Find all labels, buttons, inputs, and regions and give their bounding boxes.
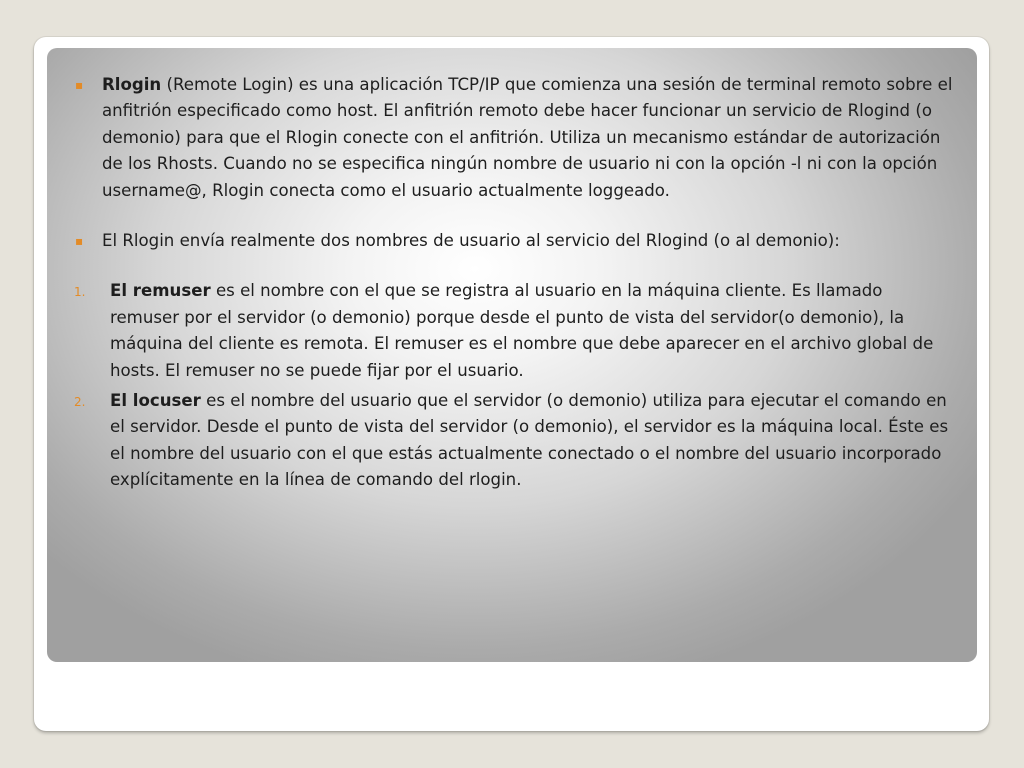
bullet-marker-icon: ▪ (75, 78, 84, 92)
bullet-item-usernames (74, 228, 954, 254)
number-marker-1: 1. (74, 285, 86, 300)
term-locuser: El locuser (110, 391, 201, 411)
slide-body-text (74, 72, 954, 494)
bullet-marker-icon: ▪ (75, 234, 84, 249)
bullet-text-usernames: El Rlogin envía realmente dos nombres de usuario al servicio del Rlogind (o al demonio): (102, 231, 840, 251)
number-marker-2: 2. (74, 395, 86, 410)
term-rlogin: Rlogin (102, 75, 162, 94)
numbered-text-locuser: es el nombre del usuario que el servidor (o demonio) utiliza para ejecutar el comando en el servidor. Desde el punto de vista del servidor (o demonio), el servidor es la máquina local. Éste es el nombre del usuario con el que estás actualmente conectado o el nombre del usuario incorporado explícitamente en la línea de comando del rlogin. (110, 391, 949, 490)
bullet-text-rlogin: (Remote Login) es una aplicación TCP/IP que comienza una sesión de terminal remoto sobre el anfitrión especificado como host. El anfitrión remoto debe hacer funcionar un servicio de Rlogind (o demonio) para que el Rlogin conecte con el anfitrión. Utiliza un mecanismo estándar de autorización de los Rhosts. Cuando no se especifica ningún nombre de usuario ni con la opción -l ni con la opción username@, Rlogin conecta como el usuario actualmente loggeado. (102, 75, 953, 200)
content-panel (47, 48, 977, 662)
bullet-item-rlogin (74, 72, 954, 204)
term-remuser: El remuser (110, 281, 211, 301)
numbered-text-remuser: es el nombre con el que se registra al usuario en la máquina cliente. Es llamado remuser por el servidor (o demonio) porque desde el punto de vista del servidor(o demonio), la máquina del cliente es remota. El remuser es el nombre que debe aparecer en el archivo global de hosts. El remuser no se puede fijar por el usuario. (110, 281, 934, 380)
numbered-item-locuser (74, 388, 954, 494)
numbered-item-remuser (74, 278, 954, 384)
